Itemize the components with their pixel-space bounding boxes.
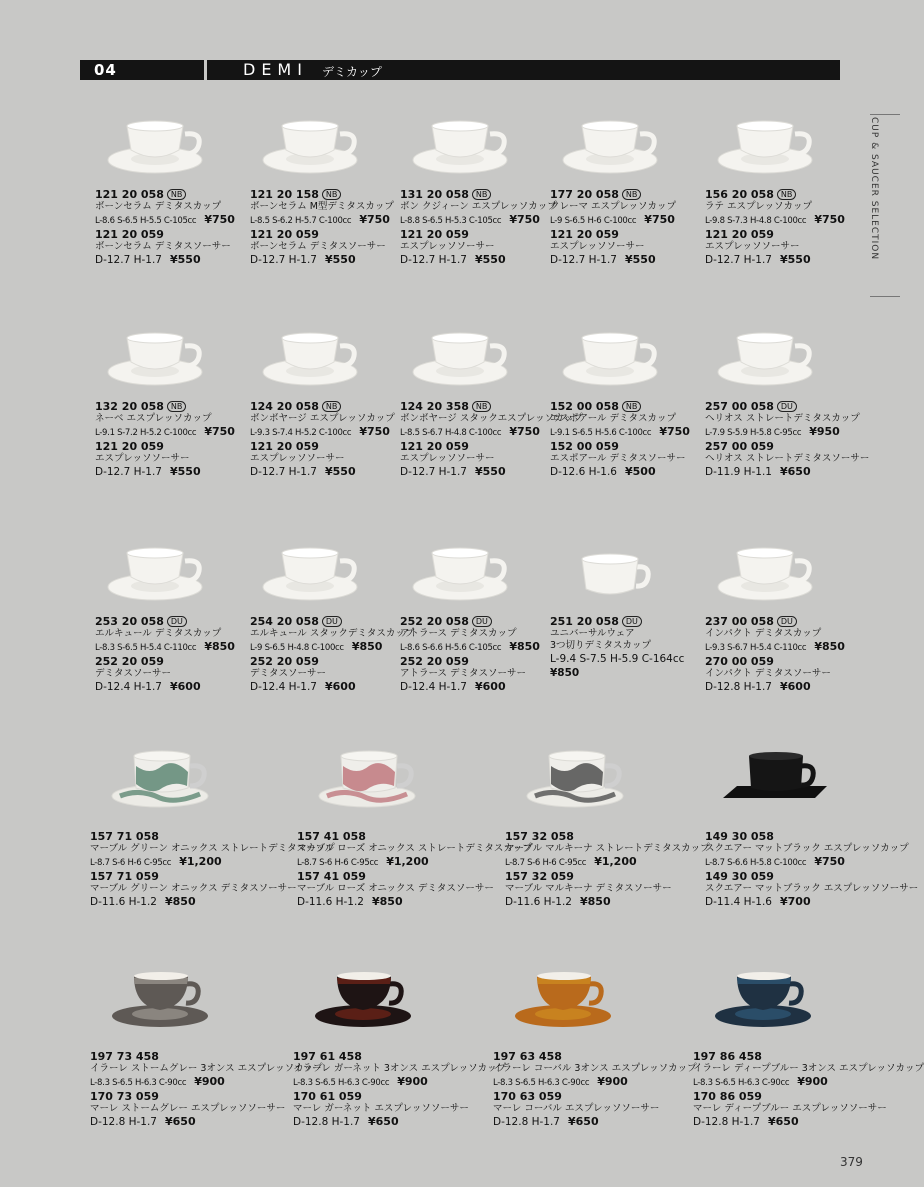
cup-spec: L-8.5 S-6.2 H-5.7 C-100cc [250,216,352,226]
saucer-name: デミタスソーサー [250,668,327,679]
side-label [866,117,882,261]
saucer-spec-line [550,465,690,479]
saucer-spec: D-12.8 H-1.7 [693,1116,760,1128]
saucer-price: ¥600 [474,680,506,693]
saucer-name: マーレ ガーネット エスプレッソソーサー [293,1103,469,1114]
section-header [80,60,840,80]
saucer-name: デミタスソーサー [95,668,172,679]
cup-code: 253 20 058 DU [95,615,235,628]
cup-name: エルキュール デミタスカップ [95,628,222,639]
cup-spec-line [293,1075,506,1090]
cup-spec: L-9.1 S-6.5 H-5.6 C-100cc [550,428,652,438]
cup-spec-line [705,855,918,870]
brand-badge: DU [622,616,642,627]
saucer-name: マーレ コーバル エスプレッソソーサー [493,1103,660,1114]
saucer-code: 121 20 059 [705,228,774,241]
saucer-spec-line [400,253,557,267]
brand-badge: DU [167,616,187,627]
saucer-name: マーレ ストームグレー エスプレッソソーサー [90,1103,286,1114]
saucer-price: ¥550 [474,253,506,266]
saucer-price: ¥850 [579,895,611,908]
brand-badge: NB [472,189,491,200]
cup-code: 197 61 458 [293,1050,362,1063]
saucer-spec: D-12.7 H-1.7 [705,254,772,266]
brand-badge: NB [622,189,641,200]
saucer-price: ¥700 [779,895,811,908]
saucer-name: エスプレッソソーサー [705,241,800,252]
saucer-name: アトラース デミタスソーサー [400,668,527,679]
cup-name: ネーベ エスプレッソカップ [95,413,212,424]
cup-code: 197 86 458 [693,1050,762,1063]
cup-price: ¥850 [509,640,540,653]
saucer-spec: D-11.4 H-1.6 [705,896,772,908]
saucer-price: ¥650 [779,465,811,478]
cup-name: イラーレ ディープブルー 3オンス エスプレッソカップ [693,1063,924,1074]
cup-code: 121 20 158 NB [250,188,394,201]
cup-price: ¥750 [659,425,690,438]
cup-spec: L-8.6 S-6.5 H-5.5 C-105cc [95,216,197,226]
cup-spec-line [705,213,845,228]
cup-name: マーブル グリーン オニックス ストレートデミタスカップ [90,843,335,854]
cup-price: ¥900 [797,1075,828,1088]
saucer-spec-line [250,680,414,694]
brand-badge: NB [322,189,341,200]
product-text [550,188,676,267]
brand-badge: NB [622,401,641,412]
cup-spec-line [250,425,395,440]
product-text [705,188,845,267]
cup-spec-line [90,1075,323,1090]
saucer-price: ¥600 [324,680,356,693]
saucer-code: 121 20 059 [95,440,164,453]
saucer-spec: D-12.6 H-1.6 [550,466,617,478]
brand-badge: NB [167,401,186,412]
saucer-code: 252 20 059 [250,655,319,668]
saucer-code: 170 61 059 [293,1090,362,1103]
cup-spec-line [705,640,845,655]
saucer-price: ¥550 [779,253,811,266]
cup-price: ¥750 [204,425,235,438]
cup-price: ¥750 [644,213,675,226]
product-text [400,188,557,267]
product-text [550,400,690,479]
cup-spec-line [400,213,557,228]
cup-price: ¥750 [204,213,235,226]
cup-spec: L-8.6 S-6.6 H-5.6 C-105cc [400,643,502,653]
cup-code: 254 20 058 DU [250,615,414,628]
brand-badge: NB [472,401,491,412]
cup-name: イラーレ ガーネット 3オンス エスプレッソカップ [293,1063,507,1074]
saucer-spec-line [505,895,710,909]
cup-spec: L-8.3 S-6.5 H-6.3 C-90cc [493,1078,590,1088]
saucer-price: ¥650 [164,1115,196,1128]
cup-code: 157 32 058 [505,830,574,843]
cup-spec: L-9.3 S-6.7 H-5.4 C-110cc [705,643,807,653]
saucer-name: マーブル ローズ オニックス デミタスソーサー [297,883,494,894]
saucer-spec-line [95,680,235,694]
saucer-spec: D-12.8 H-1.7 [293,1116,360,1128]
saucer-code: 121 20 059 [400,228,469,241]
cup-spec: L-8.3 S-6.5 H-6.3 C-90cc [90,1078,187,1088]
cup-code: 132 20 058 NB [95,400,235,413]
saucer-code: 121 20 059 [400,440,469,453]
cup-code: 156 20 058 NB [705,188,845,201]
cup-spec: L-8.7 S-6 H-6 C-95cc [505,858,587,868]
cup-price: ¥900 [597,1075,628,1088]
product-text [90,1050,323,1129]
cup-spec: L-8.7 S-6 H-6 C-95cc [297,858,379,868]
cup-name: ボンボヤージ スタックエスプレッソカップ [400,413,583,424]
saucer-spec-line [550,253,676,267]
cup-price: ¥850 [351,640,383,653]
product-text [95,615,235,694]
cup-spec: L-8.8 S-6.5 H-5.3 C-105cc [400,216,502,226]
cup-price: ¥850 [550,667,580,679]
saucer-name: ボーンセラム デミタスソーサー [95,241,231,252]
cup-price: ¥750 [509,425,540,438]
cup-name: ボンボヤージ エスプレッソカップ [250,413,395,424]
cup-spec: L-8.3 S-6.5 H-5.4 C-110cc [95,643,197,653]
cup-spec: L-8.7 S-6 H-6 C-95cc [90,858,172,868]
saucer-price: ¥550 [324,465,356,478]
saucer-spec-line [705,680,845,694]
saucer-spec: D-11.9 H-1.1 [705,466,772,478]
cup-name: ラテ エスプレッソカップ [705,201,812,212]
saucer-code: 270 00 059 [705,655,774,668]
cup-spec-line [550,213,676,228]
cup-price: ¥750 [509,213,540,226]
product-text [550,615,684,680]
saucer-spec-line [250,253,394,267]
cup-price: ¥1,200 [594,855,637,868]
saucer-spec: D-12.7 H-1.7 [95,466,162,478]
cup-code: 124 20 358 NB [400,400,583,413]
brand-badge: NB [777,189,796,200]
cup-price: ¥750 [814,855,845,868]
saucer-spec-line [95,465,235,479]
saucer-price: ¥850 [371,895,403,908]
product-text [693,1050,924,1129]
cup-price: ¥750 [359,425,390,438]
product-text [293,1050,506,1129]
cup-code: 257 00 058 DU [705,400,869,413]
saucer-spec: D-12.4 H-1.7 [400,681,467,693]
saucer-name: ボーンセラム デミタスソーサー [250,241,386,252]
cup-name: スクエアー マットブラック エスプレッソカップ [705,843,909,854]
saucer-code: 152 00 059 [550,440,619,453]
saucer-name: エスプレッソソーサー [400,453,495,464]
cup-price: ¥900 [397,1075,428,1088]
cup-spec: L-9.1 S-7.2 H-5.2 C-100cc [95,428,197,438]
side-rule-bottom [870,296,900,297]
brand-badge: DU [777,401,797,412]
saucer-spec-line [95,253,235,267]
saucer-spec-line [705,895,918,909]
brand-badge: NB [167,189,186,200]
section-title: DEMI [243,60,308,79]
cup-price: ¥950 [809,425,840,438]
saucer-name: エスポアール デミタスソーサー [550,453,686,464]
cup-spec: L-9 S-6.5 H-4.8 C-100cc [250,643,344,653]
saucer-name: エスプレッソソーサー [95,453,190,464]
cup-spec-line [95,425,235,440]
cup-spec: L-8.3 S-6.5 H-6.3 C-90cc [693,1078,790,1088]
cup-price: ¥1,200 [386,855,429,868]
cup-name: マーブル ローズ オニックス ストレートデミタスカップ [297,843,532,854]
cup-code: 157 41 058 [297,830,366,843]
saucer-spec: D-12.4 H-1.7 [95,681,162,693]
saucer-price: ¥550 [624,253,656,266]
saucer-spec: D-12.7 H-1.7 [95,254,162,266]
cup-name: ヘリオス ストレートデミタスカップ [705,413,860,424]
cup-name: ボン クジィーン エスプレッソカップ [400,201,557,212]
brand-badge: DU [777,616,797,627]
saucer-code: 252 20 059 [400,655,469,668]
saucer-spec: D-12.7 H-1.7 [400,466,467,478]
cup-price: ¥750 [359,213,390,226]
saucer-price: ¥650 [367,1115,399,1128]
saucer-spec: D-11.6 H-1.2 [505,896,572,908]
cup-code: 124 20 058 NB [250,400,395,413]
product-text [95,400,235,479]
saucer-spec-line [705,465,869,479]
cup-spec: L-8.3 S-6.5 H-6.3 C-90cc [293,1078,390,1088]
saucer-spec: D-12.7 H-1.7 [250,254,317,266]
product-text [95,188,235,267]
saucer-price: ¥550 [474,465,506,478]
saucer-price: ¥500 [624,465,656,478]
cup-code: 157 71 058 [90,830,159,843]
saucer-code: 157 41 059 [297,870,366,883]
saucer-spec: D-12.7 H-1.7 [400,254,467,266]
saucer-name: ヘリオス ストレートデミタスソーサー [705,453,870,464]
saucer-code: 149 30 059 [705,870,774,883]
saucer-name: インパクト デミタスソーサー [705,668,831,679]
saucer-name: エスプレッソソーサー [550,241,645,252]
cup-spec-line [297,855,532,870]
saucer-spec: D-12.8 H-1.7 [705,681,772,693]
cup-spec-line [705,425,869,440]
saucer-price: ¥650 [567,1115,599,1128]
cup-name: ユニバーサルウェア [550,628,635,639]
saucer-code: 170 63 059 [493,1090,562,1103]
product-text [250,615,414,694]
brand-badge: DU [322,616,342,627]
cup-code: 251 20 058 DU [550,615,684,628]
cup-name: アトラース デミタスカップ [400,628,517,639]
product-text [493,1050,697,1129]
product-text [505,830,710,909]
product-text [705,830,918,909]
page-number: 379 [840,1155,863,1169]
saucer-code: 170 73 059 [90,1090,159,1103]
product-text [297,830,532,909]
saucer-spec-line [705,253,845,267]
cup-spec: L-9 S-6.5 H-6 C-100cc [550,216,637,226]
saucer-code: 170 86 059 [693,1090,762,1103]
cup-code: 177 20 058 NB [550,188,676,201]
saucer-name: マーレ ディープブルー エスプレッソソーサー [693,1103,887,1114]
cup-spec: L-9.8 S-7.3 H-4.8 C-100cc [705,216,807,226]
saucer-price: ¥550 [324,253,356,266]
saucer-code: 121 20 059 [250,228,319,241]
product-text [705,615,845,694]
cup-code: 152 00 058 NB [550,400,690,413]
cup-spec: L-8.5 S-6.7 H-4.8 C-100cc [400,428,502,438]
saucer-price: ¥650 [767,1115,799,1128]
cup-code: 197 73 458 [90,1050,159,1063]
side-label-text: CUP & SAUCER SELECTION [869,117,879,261]
saucer-name: マーブル グリーン オニックス デミタスソーサー [90,883,297,894]
saucer-code: 252 20 059 [95,655,164,668]
saucer-spec: D-12.4 H-1.7 [250,681,317,693]
saucer-code: 121 20 059 [95,228,164,241]
saucer-price: ¥600 [169,680,201,693]
saucer-spec: D-11.6 H-1.2 [90,896,157,908]
cup-code: 252 20 058 DU [400,615,540,628]
cup-code: 149 30 058 [705,830,774,843]
header-divider [204,60,207,80]
brand-badge: DU [472,616,492,627]
cup-price: ¥900 [194,1075,225,1088]
cup-name: エルキュール スタックデミタスカップ [250,628,415,639]
cup-price: ¥750 [814,213,845,226]
cup-price: ¥850 [814,640,845,653]
cup-name: ボーンセラム M型デミタスカップ [250,201,394,212]
saucer-price: ¥850 [164,895,196,908]
saucer-spec-line [293,1115,506,1129]
cup-price: ¥850 [204,640,235,653]
saucer-code: 121 20 059 [550,228,619,241]
cup-spec-line [95,213,235,228]
saucer-price: ¥550 [169,465,201,478]
cup-name: マーブル マルキーナ ストレートデミタスカップ [505,843,710,854]
cup-spec: L-9.4 S-7.5 H-5.9 C-164cc [550,653,685,665]
saucer-code: 157 32 059 [505,870,574,883]
cup-code: 197 63 458 [493,1050,562,1063]
saucer-name: スクエアー マットブラック エスプレッソソーサー [705,883,919,894]
brand-badge: NB [322,401,341,412]
saucer-spec-line [693,1115,924,1129]
cup-spec-line [250,213,394,228]
cup-name: イラーレ ストームグレー 3オンス エスプレッソカップ [90,1063,323,1074]
product-text [250,188,394,267]
saucer-price: ¥550 [169,253,201,266]
cup-name-2: 3つ切りデミタスカップ [550,640,651,651]
cup-name: クレーマ エスプレッソカップ [550,201,676,212]
cup-name: ボーンセラム デミタスカップ [95,201,222,212]
saucer-code: 157 71 059 [90,870,159,883]
cup-spec-line [693,1075,924,1090]
saucer-spec: D-12.8 H-1.7 [90,1116,157,1128]
saucer-spec: D-12.7 H-1.7 [550,254,617,266]
saucer-spec: D-12.7 H-1.7 [250,466,317,478]
cup-code: 121 20 058 NB [95,188,235,201]
saucer-spec: D-11.6 H-1.2 [297,896,364,908]
cup-spec-line [493,1075,697,1090]
cup-spec-line [550,425,690,440]
cup-spec: L-7.9 S-5.9 H-5.8 C-95cc [705,428,802,438]
saucer-spec-line [400,680,540,694]
saucer-spec-line [90,1115,323,1129]
side-rule-top [870,114,900,115]
section-subtitle: デミカップ [322,65,382,79]
saucer-name: エスプレッソソーサー [400,241,495,252]
cup-code: 237 00 058 DU [705,615,845,628]
saucer-code: 257 00 059 [705,440,774,453]
saucer-spec-line [493,1115,697,1129]
saucer-name: マーブル マルキーナ デミタスソーサー [505,883,672,894]
saucer-spec-line [250,465,395,479]
cup-spec-line [250,640,414,655]
saucer-spec: D-12.8 H-1.7 [493,1116,560,1128]
saucer-price: ¥600 [779,680,811,693]
cup-spec-line [505,855,710,870]
cup-code: 131 20 058 NB [400,188,557,201]
saucer-code: 121 20 059 [250,440,319,453]
product-text [250,400,395,479]
product-text [400,615,540,694]
saucer-spec-line [297,895,532,909]
cup-spec-line [400,640,540,655]
cup-spec: L-8.7 S-6.6 H-5.8 C-100cc [705,858,807,868]
cup-price: ¥1,200 [179,855,222,868]
saucer-name: エスプレッソソーサー [250,453,345,464]
cup-name: インパクト デミタスカップ [705,628,822,639]
section-number: 04 [94,61,117,79]
cup-name: イラーレ コーバル 3オンス エスプレッソカップ [493,1063,697,1074]
product-text [705,400,869,479]
cup-spec-line [95,640,235,655]
cup-name: エスポアール デミタスカップ [550,413,676,424]
cup-spec: L-9.3 S-7.4 H-5.2 C-100cc [250,428,352,438]
